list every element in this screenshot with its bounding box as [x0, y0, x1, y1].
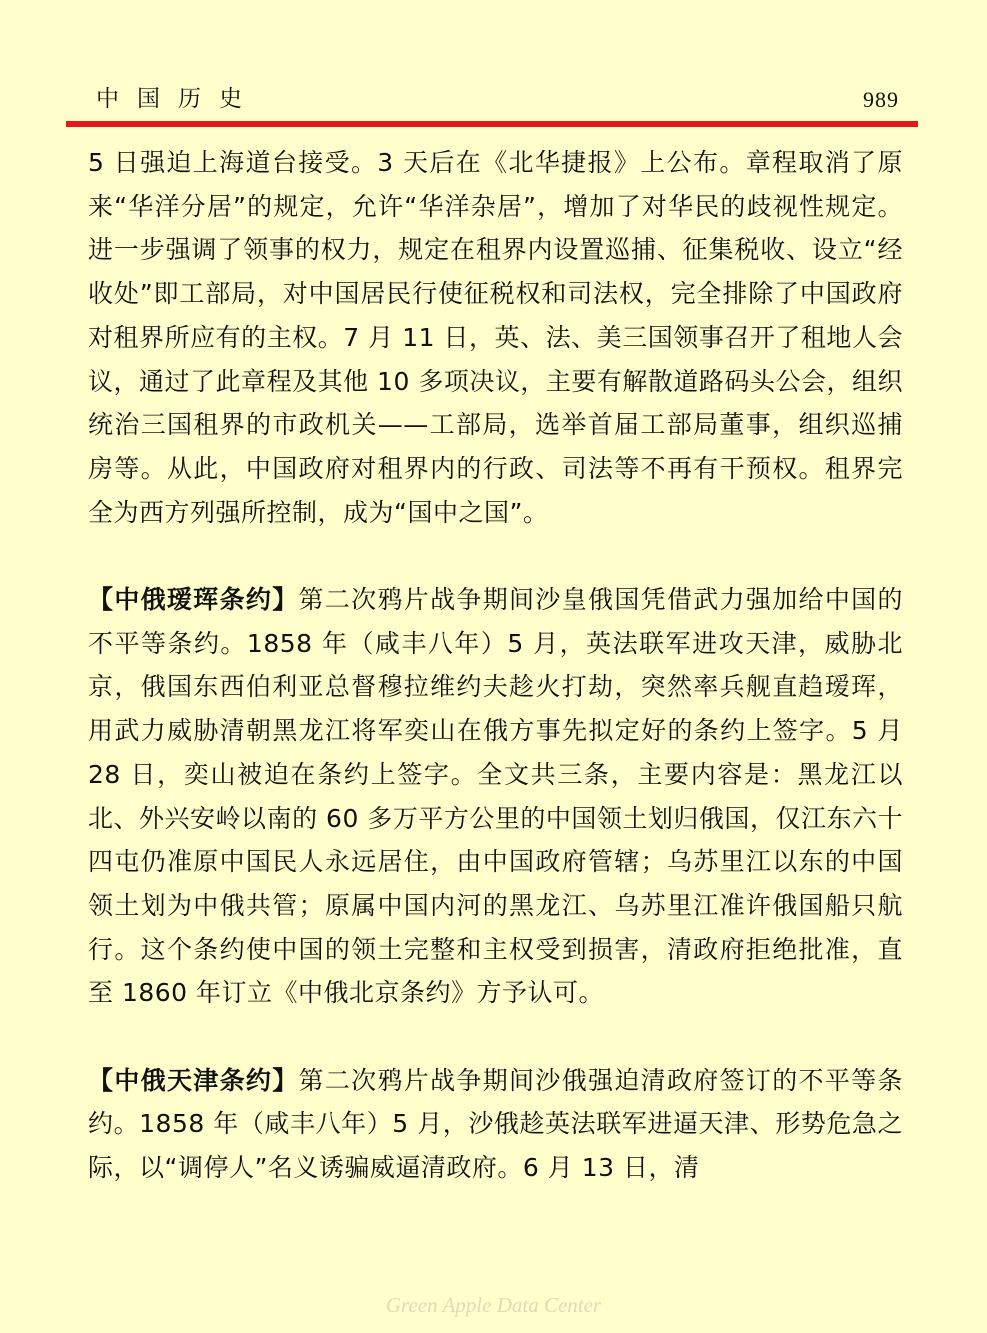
entry-tianjin-treaty [88, 1059, 903, 1190]
page-header [88, 84, 899, 118]
page-number: 989 [863, 87, 899, 112]
book-title: 中国历史 [96, 86, 260, 112]
entry-term: 【中俄瑷珲条约】 [88, 585, 299, 615]
entry-text: 第二次鸦片战争期间沙皇俄国凭借武力强加给中国的不平等条约。1858 年（咸丰八年）5 月，英法联军进攻天津，威胁北京，俄国东西伯利亚总督穆拉维约夫趁火打劫，突然率兵舰直趋瑷珲，用武力威胁清朝黑龙江将军奕山在俄方事先拟定好的条约上签字。5 月 28 日，奕山被迫在条约上签字。全文共三条，主要内容是：黑龙江以北、外兴安岭以南的 60 多万平方公里的中国领土划归俄国，仅江东六十四屯仍准原中国民人永远居住，由中国政府管辖；乌苏里江以东的中国领土划为中俄共管；原属中国内河的黑龙江、乌苏里江准许俄国船只航行。这个条约使中国的领土完整和主权受到损害，清政府拒绝批准，直至 1860 年订立《中俄北京条约》方予认可。 [88, 585, 903, 1008]
paragraph-continuation [88, 141, 903, 534]
paragraph-text: 5 日强迫上海道台接受。3 天后在《北华捷报》上公布。章程取消了原来“华洋分居”的规定，允许“华洋杂居”，增加了对华民的歧视性规定。进一步强调了领事的权力，规定在租界内设置巡捕、征集税收、设立“经收处”即工部局，对中国居民行使征税权和司法权，完全排除了中国政府对租界所应有的主权。7 月 11 日，英、法、美三国领事召开了租地人会议，通过了此章程及其他 10 多项决议，主要有解散道路码头公会，组织统治三国租界的市政机关——工部局，选举首届工部局董事，组织巡捕房等。从此，中国政府对租界内的行政、司法等不再有干预权。租界完全为西方列强所控制，成为“国中之国”。 [88, 148, 903, 527]
header-divider [66, 121, 918, 127]
entry-aigun-treaty [88, 578, 903, 1015]
entry-text: 第二次鸦片战争期间沙俄强迫清政府签订的不平等条约。1858 年（咸丰八年）5 月，沙俄趁英法联军进逼天津、形势危急之际，以“调停人”名义诱骗威逼清政府。6 月 13 日，清 [88, 1065, 903, 1183]
watermark: Green Apple Data Center [385, 1293, 602, 1317]
page-body [88, 141, 903, 1190]
entry-term: 【中俄天津条约】 [88, 1065, 299, 1095]
